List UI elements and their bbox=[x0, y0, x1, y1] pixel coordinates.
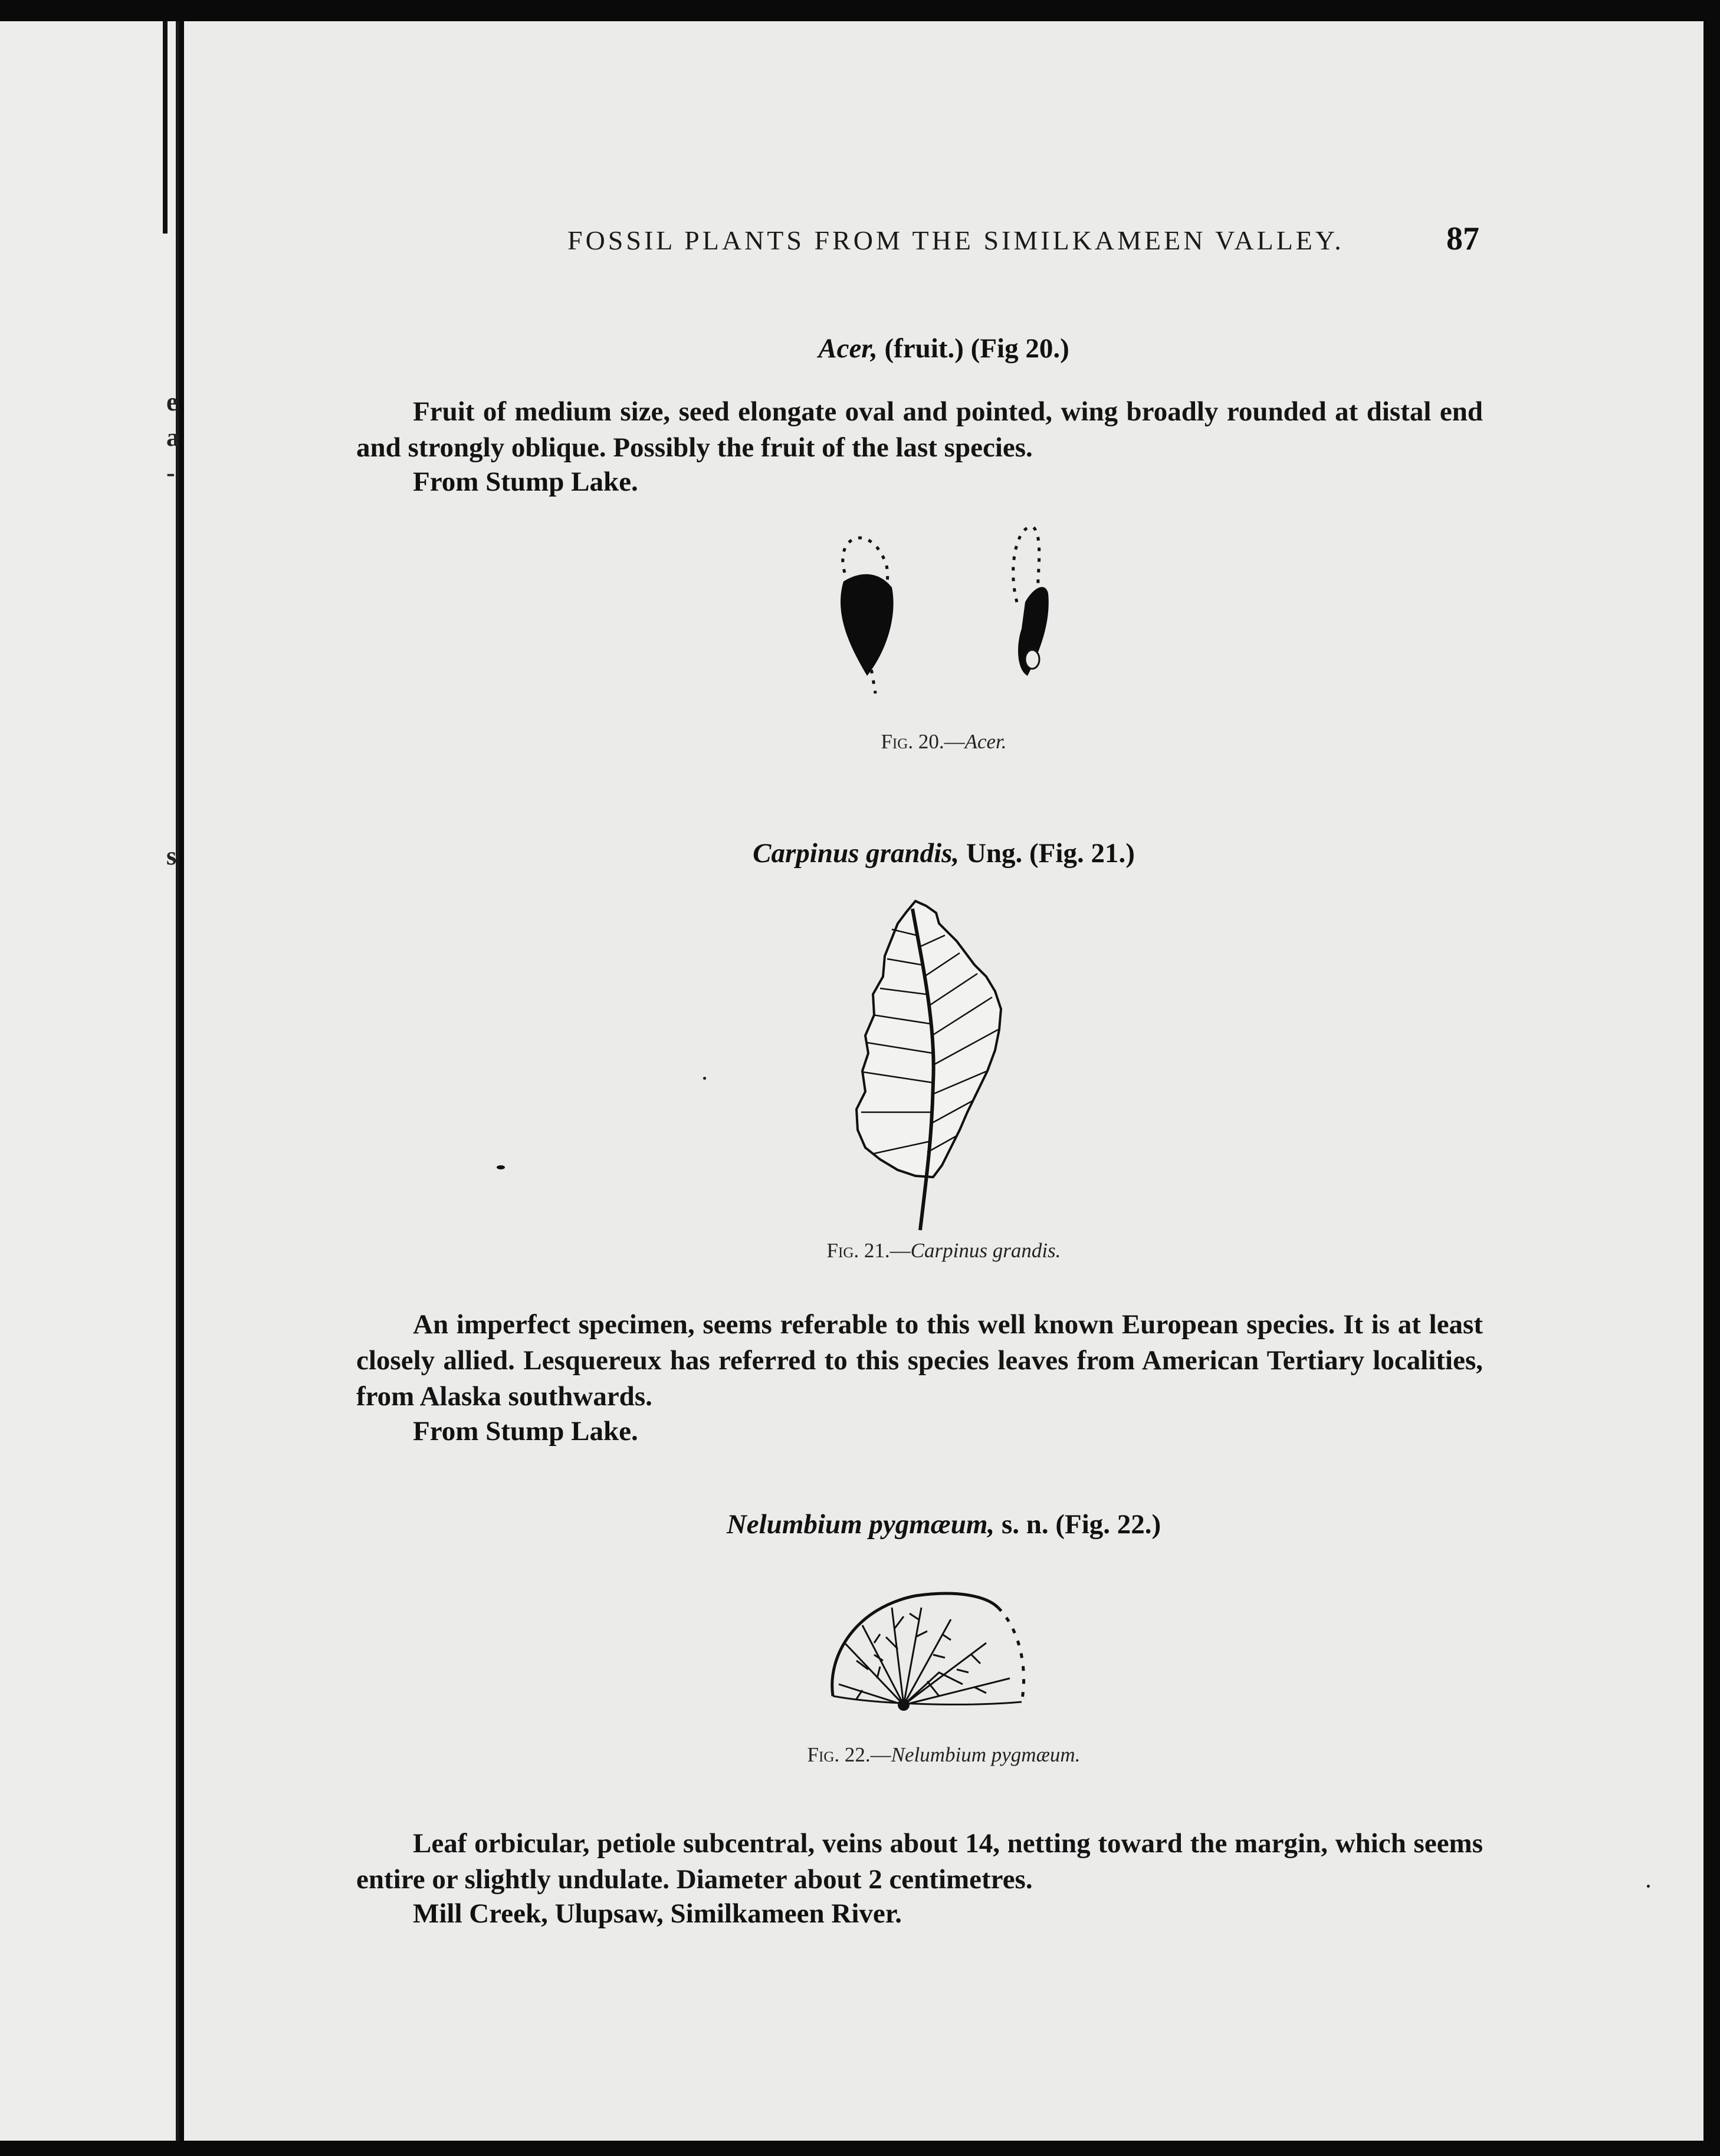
figure-caption-20 bbox=[184, 730, 1703, 754]
description-acer: Fruit of medium size, seed elongate oval and pointed, wing broadly rounded at distal end and strongly oblique. Possibly the fruit of the last species. bbox=[356, 396, 1483, 463]
acer-fruit-figure bbox=[797, 499, 1081, 735]
taxon-name: Nelumbium pygmæum, bbox=[726, 1509, 995, 1540]
figure-number: Fig. 20.— bbox=[881, 730, 965, 753]
edge-letter: s bbox=[166, 842, 177, 870]
figure-name: Carpinus grandis. bbox=[910, 1239, 1061, 1262]
edge-letter: a bbox=[166, 423, 179, 452]
heading-reference: s. n. (Fig. 22.) bbox=[994, 1509, 1161, 1540]
nelumbium-leaf-figure bbox=[821, 1560, 1033, 1731]
figure-caption-21 bbox=[184, 1239, 1703, 1263]
carpinus-leaf-figure bbox=[833, 888, 1033, 1236]
book-page bbox=[184, 21, 1703, 2141]
taxon-name: Acer, bbox=[818, 333, 878, 364]
print-speck bbox=[703, 1077, 706, 1080]
edge-letter: e bbox=[166, 387, 178, 416]
running-head bbox=[184, 221, 1703, 266]
description-nelumbium: Leaf orbicular, petiole subcentral, veins about 14, netting toward the margin, which seems entire or slightly undulate. Diameter about 2 centimetres. bbox=[356, 1828, 1483, 1895]
description-carpinus: An imperfect specimen, seems referable to this well known European species. It is at least closely allied. Lesquereux has referred to this species leaves from American Tertiary localities, from Alaska southwards. bbox=[356, 1309, 1483, 1412]
heading-reference: Ung. (Fig. 21.) bbox=[959, 838, 1135, 869]
section-heading-acer bbox=[184, 333, 1703, 364]
page-number: 87 bbox=[1446, 221, 1479, 257]
locality-carpinus: From Stump Lake. bbox=[413, 1416, 638, 1447]
edge-letter: - bbox=[166, 458, 175, 487]
figure-number: Fig. 21.— bbox=[826, 1239, 911, 1262]
figure-number: Fig. 22.— bbox=[807, 1743, 891, 1766]
figure-caption-22 bbox=[184, 1743, 1703, 1767]
locality-nelumbium: Mill Creek, Ulupsaw, Similkameen River. bbox=[413, 1898, 902, 1929]
section-heading-carpinus bbox=[184, 837, 1703, 869]
figure-name: Nelumbium pygmæum. bbox=[891, 1743, 1081, 1766]
gutter-line bbox=[163, 21, 168, 234]
taxon-name: Carpinus grandis, bbox=[753, 838, 960, 869]
print-speck bbox=[497, 1165, 505, 1169]
print-speck bbox=[1647, 1885, 1650, 1888]
heading-reference: (fruit.) (Fig 20.) bbox=[877, 333, 1069, 364]
figure-name: Acer. bbox=[964, 730, 1007, 753]
locality-acer: From Stump Lake. bbox=[413, 466, 638, 497]
left-facing-page bbox=[0, 21, 179, 2141]
running-title: FOSSIL PLANTS FROM THE SIMILKAMEEN VALLEY. bbox=[567, 225, 1344, 255]
section-heading-nelumbium bbox=[184, 1508, 1703, 1540]
